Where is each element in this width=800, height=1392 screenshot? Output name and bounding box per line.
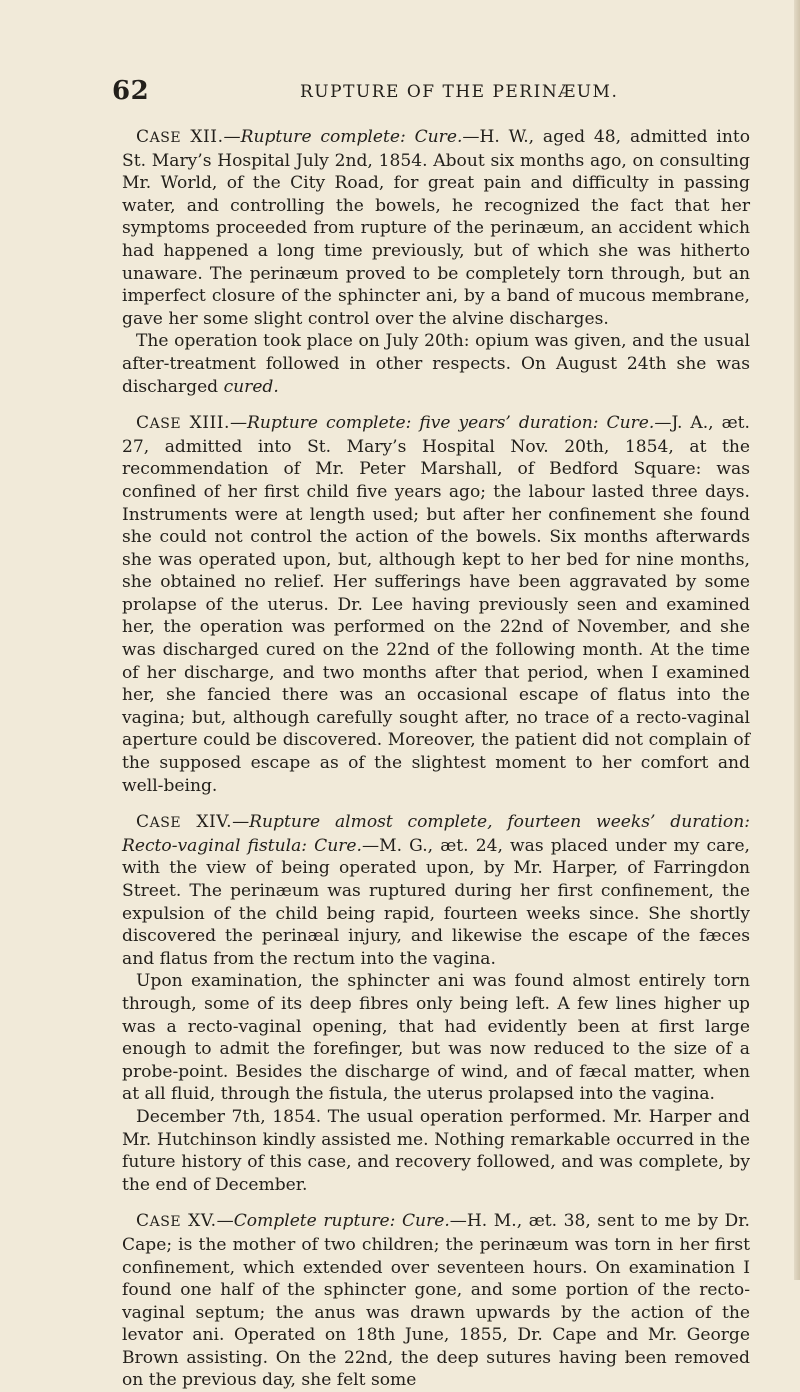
- page-number: 62: [112, 76, 150, 106]
- running-head: RUPTURE OF THE PERINÆUM.: [300, 82, 619, 102]
- case-paragraph: [122, 126, 750, 330]
- body-text: [122, 126, 750, 1392]
- case-paragraph: [122, 811, 750, 970]
- case-paragraph-continued: December 7th, 1854. The usual operation performed. Mr. Harper and Mr. Hutchinson kindly assisted me. Nothing remarkable occurred in the future history of this case, and recovery followed, and was complete, by the end of December.: [122, 1106, 750, 1195]
- case-heading: —Rupture complete: Cure.: [223, 127, 463, 147]
- case-heading: —Complete rupture: Cure.: [216, 1211, 450, 1232]
- case-body: —H. M., æt. 38, sent to me by Dr. Cape; is the mother of two children; the perinæum was torn in her first confinement, which extended over seventeen hours. On examination I found one half of the sphincter gone, and some portion of the recto-vaginal septum; the anus was drawn upwards by the action of the levator ani. Operated on 18th June, 1855, Dr. Cape and Mr. George Brown assisting. On the 22nd, the deep sutures having been removed on the previous day, she felt some: [122, 1211, 750, 1391]
- case-heading: —Rupture almost complete, fourteen weeks’ duration: Recto-vaginal fistula: Cure.: [122, 812, 750, 856]
- case-body: —J. A., æt. 27, admitted into St. Mary’s Hospital Nov. 20th, 1854, at the recommendation of Mr. Peter Marshall, of Bedford Square: was confined of her first child five years ago; the labour lasted three days. Instruments were at length used; but after her confinement she found she could not control the action of the bowels. Six months afterwards she was operated upon, but, although kept to her bed for nine months, she obtained no relief. Her sufferings have been aggravated by some prolapse of the uterus. Dr. Lee having previously seen and examined her, the operation was performed on the 22nd of November, and she was discharged cured on the 22nd of the following month. At the time of her discharge, and two months after that period, when I examined her, she fancied there was an occasional escape of flatus into the vagina; but, although carefully sought after, no trace of a recto-vaginal aperture could be discovered. Moreover, the patient did not complain of the supposed escape as of the slightest moment to her comfort and well-being.: [122, 413, 750, 796]
- page-edge: [794, 0, 800, 1280]
- case-body: —H. W., aged 48, admitted into St. Mary’s Hospital July 2nd, 1854. About six months ago, on consulting Mr. World, of the City Road, for great pain and difficulty in passing water, and controlling the bowels, he recognized the fact that her symptoms proceeded from rupture of the perinæum, an accident which had happened a long time previously, but of which she was hitherto unaware. The perinæum proved to be completely torn through, but an imperfect closure of the sphincter ani, by a band of mucous membrane, gave her some slight control over the alvine discharges.: [122, 127, 751, 329]
- case-paragraph-continued: The operation took place on July 20th: opium was given, and the usual after-treatment followed in other respects. On August 24th she was discharged cured.: [122, 331, 750, 397]
- case-heading: —Rupture complete: five years’ duration: Cure.: [229, 413, 655, 434]
- case-label: CASE XV.: [136, 1211, 217, 1232]
- case-body: —M. G., æt. 24, was placed under my care, with the view of being operated upon, by Mr. Harper, of Farringdon Street. The perinæum was ruptured during her first confinement, the expulsion of the child being rapid, fourteen weeks since. She shortly discovered the perinæal injury, and likewise the escape of the fæces and flatus from the rectum into the vagina.: [122, 835, 750, 969]
- case-label: CASE XIV.: [136, 812, 233, 833]
- case-paragraph-continued: Upon examination, the sphincter ani was found almost entirely torn through, some of its deep fibres only being left. A few lines higher up was a recto-vaginal opening, that had evidently been at first large enough to admit the forefinger, but was now reduced to the size of a probe-point. Besides the discharge of wind, and of fæcal matter, when at all fluid, through the fistula, the uterus prolapsed into the vagina.: [122, 971, 750, 1105]
- case-paragraph: [122, 1210, 750, 1392]
- case-label: CASE XII.: [136, 127, 224, 147]
- case-paragraph: [122, 412, 750, 797]
- page-header: [112, 76, 752, 108]
- case-label: CASE XIII.: [136, 413, 230, 434]
